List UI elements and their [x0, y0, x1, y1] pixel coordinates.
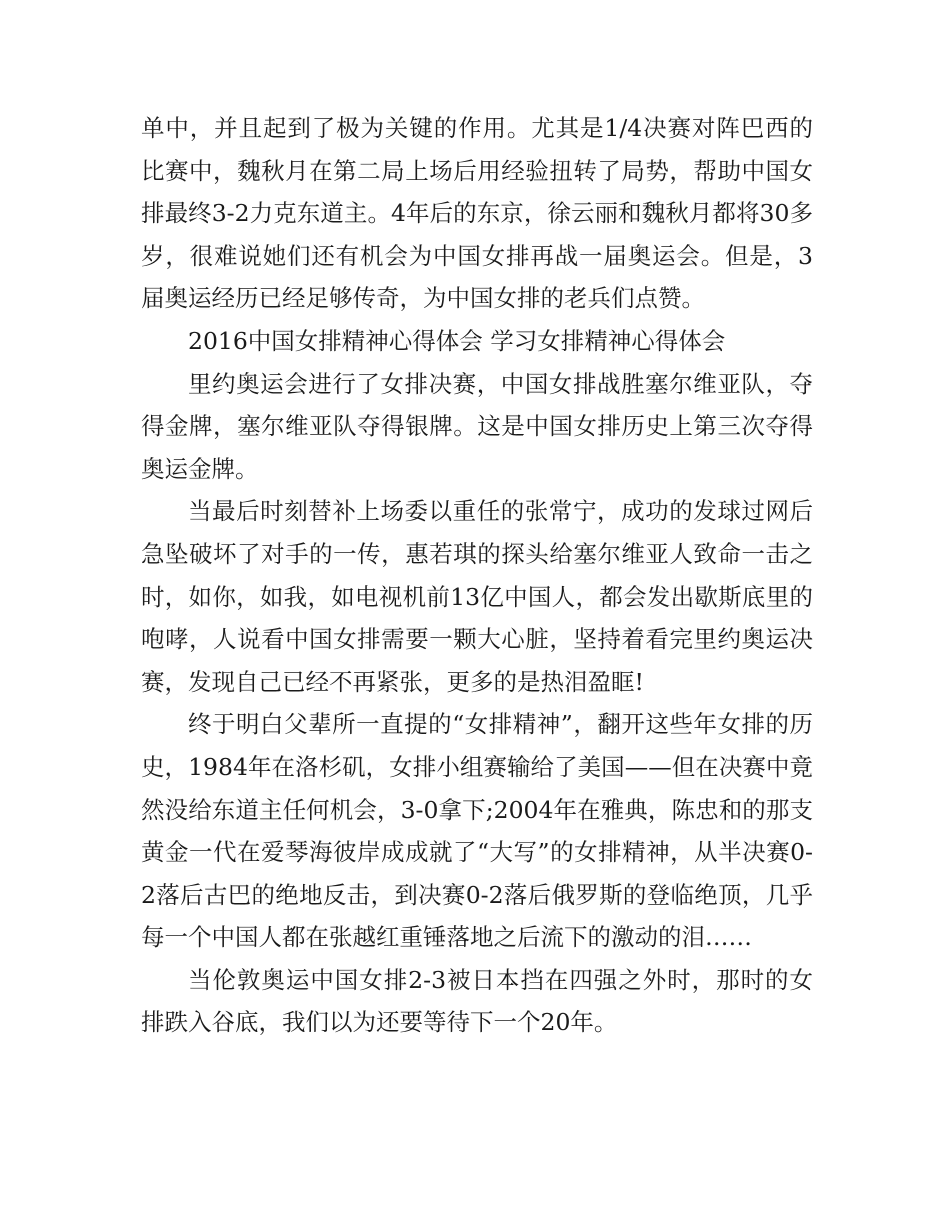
paragraph-final-moment: 当最后时刻替补上场委以重任的张常宁，成功的发球过网后急坠破坏了对手的一传，惠若琪的探头给塞尔维亚人致命一击之时，如你，如我，如电视机前13亿中国人，都会发出歇斯底里的咆哮，人说看中国女排需要一颗大心脏，坚持着看完里约奥运决赛，发现自己已经不再紧张，更多的是热泪盈眶! [141, 497, 813, 696]
paragraph-continuation: 单中，并且起到了极为关键的作用。尤其是1/4决赛对阵巴西的比赛中，魏秋月在第二局上场后用经验扭转了局势，帮助中国女排最终3-2力克东道主。4年后的东京，徐云丽和魏秋月都将30多岁，很难说她们还有机会为中国女排再战一届奥运会。但是，3届奥运经历已经足够传奇，为中国女排的老兵们点赞。 [141, 114, 813, 313]
section-heading: 2016中国女排精神心得体会 学习女排精神心得体会 [188, 326, 726, 355]
paragraph-london: 当伦敦奥运中国女排2-3被日本挡在四强之外时，那时的女排跌入谷底，我们以为还要等待下一个20年。 [141, 965, 813, 1037]
paragraph-volleyball-spirit: 终于明白父辈所一直提的“女排精神”，翻开这些年女排的历史，1984年在洛杉矶，女排小组赛输给了美国——但在决赛中竟然没给东道主任何机会，3-0拿下;2004年在雅典，陈忠和的那支黄金一代在爱琴海彼岸成成就了“大写”的女排精神，从半决赛0-2落后古巴的绝地反击，到决赛0-2落后俄罗斯的登临绝顶，几乎每一个中国人都在张越红重锤落地之后流下的激动的泪…… [141, 710, 813, 952]
document-page [141, 107, 813, 1044]
paragraph-rio-final: 里约奥运会进行了女排决赛，中国女排战胜塞尔维亚队，夺得金牌，塞尔维亚队夺得银牌。这是中国女排历史上第三次夺得奥运金牌。 [141, 369, 813, 483]
